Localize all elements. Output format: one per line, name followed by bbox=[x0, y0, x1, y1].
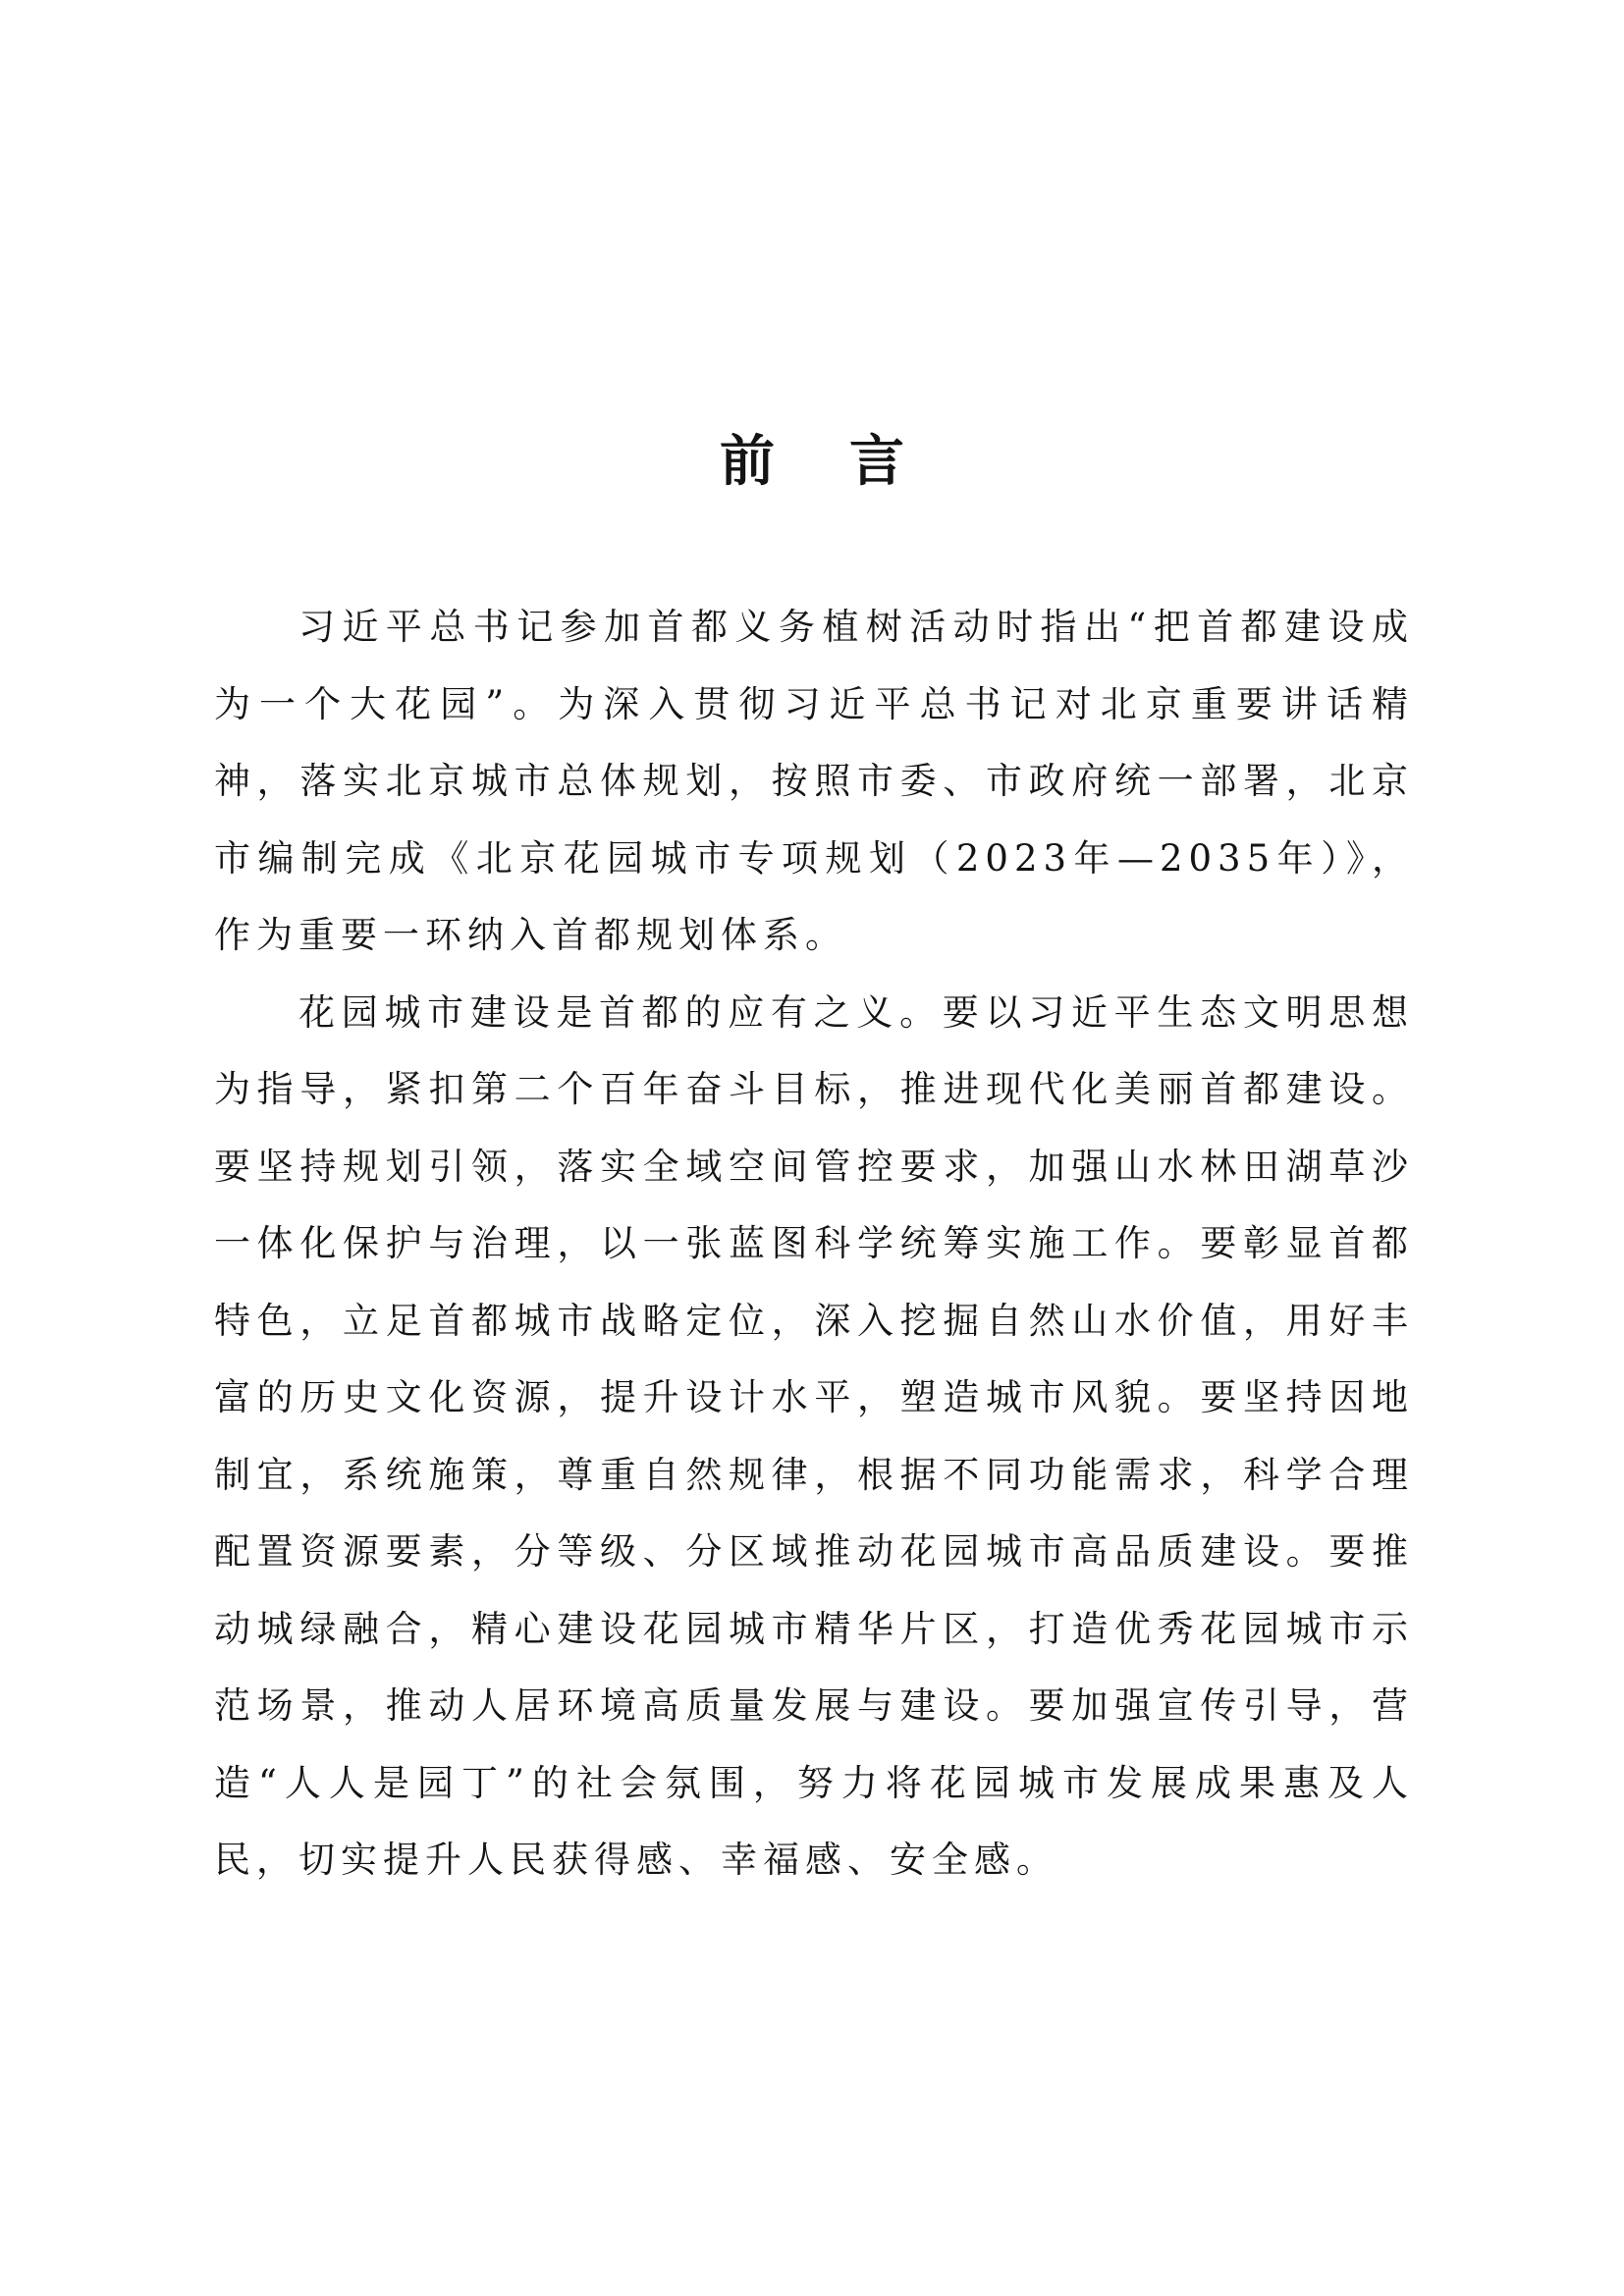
page-title: 前言 bbox=[720, 429, 979, 494]
preface-body bbox=[214, 589, 1414, 1899]
paragraph-2: 花园城市建设是首都的应有之义。要以习近平生态文明思想为指导，紧扣第二个百年奋斗目标，推进现代化美丽首都建设。要坚持规划引领，落实全域空间管控要求，加强山水林田湖草沙一体化保护与治理，以一张蓝图科学统筹实施工作。要彰显首都特色，立足首都城市战略定位，深入挖掘自然山水价值，用好丰富的历史文化资源，提升设计水平，塑造城市风貌。要坚持因地制宜，系统施策，尊重自然规律，根据不同功能需求，科学合理配置资源要素，分等级、分区域推动花园城市高品质建设。要推动城绿融合，精心建设花园城市精华片区，打造优秀花园城市示范场景，推动人居环境高质量发展与建设。要加强宣传引导，营造“人人是园丁”的社会氛围，努力将花园城市发展成果惠及人民，切实提升人民获得感、幸福感、安全感。 bbox=[214, 990, 1414, 1881]
paragraph-1: 习近平总书记参加首都义务植树活动时指出“把首都建设成为一个大花园”。为深入贯彻习近平总书记对北京重要讲话精神，落实北京城市总体规划，按照市委、市政府统一部署，北京市编制完成《北京花园城市专项规划（2023年—2035年）》，作为重要一环纳入首都规划体系。 bbox=[214, 606, 1414, 956]
